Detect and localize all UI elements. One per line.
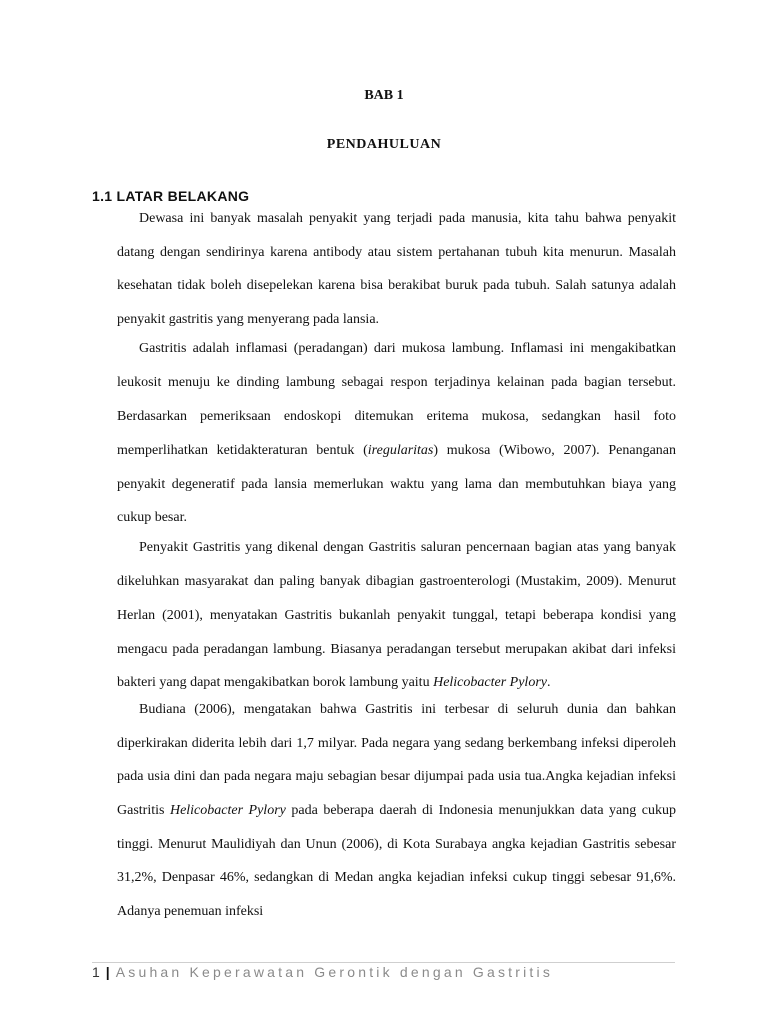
paragraph-4-italic-term: Helicobacter Pylory	[169, 802, 286, 818]
paragraph-3-italic-term: Helicobacter Pylory	[433, 675, 547, 691]
paragraph-3-text-b: .	[546, 675, 551, 691]
paragraph-1: Dewasa ini banyak masalah penyakit yang terjadi pada manusia, kita tahu bahwa penyakit datang dengan sendirinya karena antibody atau sistem pertahanan tubuh kita menurun. Masalah kesehatan tidak boleh disepelekan karena bisa berakibat buruk pada tubuh. Salah satunya adalah penyakit gastritis yang menyerang pada lansia.	[117, 211, 676, 327]
paragraph-3-text-a: Penyakit Gastritis yang dikenal dengan Gastritis saluran pencernaan bagian atas yang banyak dikeluhkan masyarakat dan paling banyak dibagian gastroenterologi (Mustakim, 2009). Menurut Herlan (2001), menyatakan Gastritis bukanlah penyakit tunggal, tetapi beberapa kondisi yang mengacu pada peradangan lambung. Biasanya peradangan tersebut merupakan akibat dari infeksi bakteri yang dapat mengakibatkan borok lambung yaitu	[117, 540, 676, 691]
page-footer	[92, 964, 553, 980]
footer-page-number: 1	[92, 964, 100, 980]
footer-divider	[92, 962, 675, 963]
body-text	[117, 202, 676, 928]
footer-running-title: Asuhan Keperawatan Gerontik dengan Gastritis	[115, 964, 554, 980]
paragraph-4-text-a: Budiana (2006), mengatakan bahwa Gastritis ini terbesar di seluruh dunia dan bahkan diperkirakan diderita lebih dari 1,7 milyar. Pada negara yang sedang berkembang infeksi diperoleh pada usia dini dan pada negara maju sebagian besar dijumpai pada usia tua.Angka kejadian infeksi Gastritis	[117, 702, 676, 818]
paragraph-4-text-b: pada beberapa daerah di Indonesia menunjukkan data yang cukup tinggi. Menurut Maulidiyah dan Unun (2006), di Kota Surabaya angka kejadian Gastritis sebesar 31,2%, Denpasar 46%, sedangkan di Medan angka kejadian infeksi cukup tinggi sebesar 91,6%. Adanya penemuan infeksi	[117, 802, 676, 919]
paragraph-2-text-a: Gastritis adalah inflamasi (peradangan) dari mukosa lambung. Inflamasi ini mengakibatkan leukosit menuju ke dinding lambung sebagai respon terjadinya kelainan pada bagian tersebut. Berdasarkan pemeriksaan endoskopi ditemukan eritema mukosa, sedangkan hasil foto memperlihatkan ketidakteraturan bentuk (	[117, 341, 676, 458]
paragraph-2	[117, 332, 676, 535]
chapter-number: BAB 1	[364, 88, 404, 103]
paragraph-2-text-b: ) mukosa (Wibowo, 2007). Penanganan penyakit degeneratif pada lansia memerlukan waktu yang lama dan membutuhkan biaya yang cukup besar.	[117, 442, 677, 526]
paragraph-4	[117, 693, 676, 928]
paragraph-3	[117, 531, 676, 700]
paragraph-2-italic-term: iregularitas	[367, 442, 434, 458]
footer-separator: |	[105, 964, 110, 980]
section-heading: 1.1 LATAR BELAKANG	[92, 188, 250, 204]
chapter-title: PENDAHULUAN	[326, 137, 442, 152]
